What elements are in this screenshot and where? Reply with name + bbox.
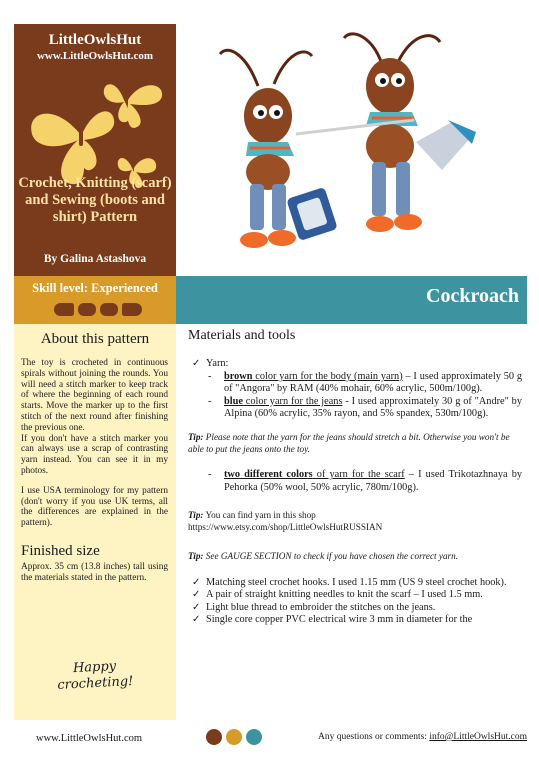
skill-level-segment: [54, 303, 74, 316]
brown-dot-icon: [206, 729, 222, 745]
tip-text: Please note that the yarn for the jeans should stretch a bit. Otherwise you won't be able to put the jeans onto the toy.: [188, 432, 510, 454]
brand-name: LittleOwlsHut: [48, 32, 142, 48]
materials-heading: Materials and tools: [188, 328, 296, 343]
finished-size-text: Approx. 35 cm (13.8 inches) tall using the materials stated in the pattern.: [21, 561, 168, 583]
page-footer: [14, 724, 527, 754]
finished-size-heading: Finished size: [21, 542, 100, 559]
skill-level-panel: [14, 276, 176, 324]
tip-text: See GAUGE SECTION to check if you have chosen the correct yarn.: [203, 551, 459, 562]
about-paragraph: I use USA terminology for my pattern (don't worry if you use UK terms, all the differences are explained in the pattern).: [21, 485, 168, 529]
skill-level-label: Skill level: Experienced: [32, 281, 158, 295]
tool-item: ✓ A pair of straight knitting needles to knit the scarf – I used 1.5 mm.: [188, 589, 522, 601]
yarn-label: Yarn:: [206, 358, 229, 370]
tools-list: [188, 577, 522, 627]
scarf-yarn-detail: – I used Trikotazhnaya by Pehorka (50% wool, 50% acrylic, 780m/100g).: [224, 469, 522, 493]
header-brand-panel: [14, 24, 176, 276]
footer-color-dots: [206, 729, 262, 745]
materials-section: [188, 330, 522, 714]
skill-level-segment: [100, 303, 118, 316]
scarf-color-word: two different colors: [224, 469, 313, 481]
skill-level-segment: [78, 303, 96, 316]
yarn-blue-item: - blue color yarn for the jeans - I used approximately 30 g of "Andre" by Alpina (60% acrylic, 35% rayon, and 5% spandex, 530m/100g).: [208, 395, 522, 420]
yarn-brown-item: - brown color yarn for the body (main yarn) – I used approximately 50 g of "Angora" by RAM (40% mohair, 60% acrylic, 500m/100g).: [208, 370, 522, 395]
skill-level-segment: [122, 303, 142, 316]
pattern-name-banner: [176, 276, 527, 324]
tip-label: Tip:: [188, 551, 204, 562]
blue-yarn-detail: - I used approximately 30 g of "Andre" by Alpina (60% acrylic, 35% rayon, and 5% spandex, 530m/100g).: [224, 395, 522, 420]
shop-link[interactable]: https://www.etsy.com/shop/LittleOwlsHutRUSSIAN: [188, 521, 383, 532]
tool-item: ✓ Light blue thread to embroider the stitches on the jeans.: [188, 602, 522, 614]
scarf-color-desc: of yarn for the scarf: [312, 469, 405, 481]
tip-text: You can find yarn in this shop: [203, 510, 316, 521]
happy-crocheting-note: [13, 656, 176, 696]
tool-item: ✓ Matching steel crochet hooks. I used 1.15 mm (US 9 steel crochet hook).: [188, 577, 522, 589]
footer-email-link[interactable]: info@LittleOwlsHut.com: [429, 732, 527, 742]
teal-dot-icon: [246, 729, 262, 745]
footer-url[interactable]: www.LittleOwlsHut.com: [36, 733, 143, 744]
brown-color-desc: color yarn for the body (main yarn): [252, 370, 403, 382]
pattern-name: Cockroach: [426, 285, 519, 307]
author-line: By Galina Astashova: [43, 253, 147, 265]
tip-shop: [188, 510, 522, 533]
yarn-scarf-item: - two different colors of yarn for the scarf – I used Trikotazhnaya by Pehorka (50% wool, 50% acrylic, 780m/100g).: [208, 469, 522, 493]
cockroach-toys-photo: [176, 24, 527, 276]
happy-line: crocheting!: [57, 674, 134, 693]
skill-level-meter: [54, 303, 142, 316]
footer-contact: [318, 732, 527, 742]
tool-item: ✓ Single core copper PVC electrical wire 3 mm in diameter for the: [188, 614, 522, 626]
tip-jeans-yarn: [188, 432, 522, 455]
brown-yarn-detail: – I used approximately 50 g of "Angora" by RAM (40% mohair, 60% acrylic, 500m/100g).: [224, 370, 522, 395]
tip-gauge: [188, 551, 522, 563]
brand-url: www.LittleOwlsHut.com: [36, 50, 154, 62]
butterfly-icon: [24, 72, 169, 190]
tip-label: Tip:: [188, 432, 204, 443]
left-sidebar: [14, 324, 176, 720]
about-heading: About this pattern: [40, 331, 150, 347]
footer-questions: Any questions or comments:: [317, 732, 430, 742]
yarn-list-item: [188, 358, 522, 370]
pattern-subtitle: Crochet, Knitting (scarf) and Sewing (boots and shirt) Pattern: [18, 175, 172, 225]
blue-color-desc: color yarn for the jeans: [242, 395, 343, 407]
happy-line: Happy: [72, 658, 117, 677]
mustard-dot-icon: [226, 729, 242, 745]
about-paragraph: The toy is crocheted in continuous spirals without joining the rounds. You will need a stitch marker to keep track of where the beginning of each round starts. Move the marker up to the first stitch of the next round after finishing the previous one.: [21, 358, 168, 433]
tip-label: Tip:: [188, 510, 204, 521]
blue-color-word: blue: [224, 395, 243, 407]
about-paragraph: If you don't have a stitch marker you can always use a scrap of contrasting yarn instead. You can see it in my photos.: [21, 433, 168, 476]
brown-color-word: brown: [224, 370, 253, 382]
